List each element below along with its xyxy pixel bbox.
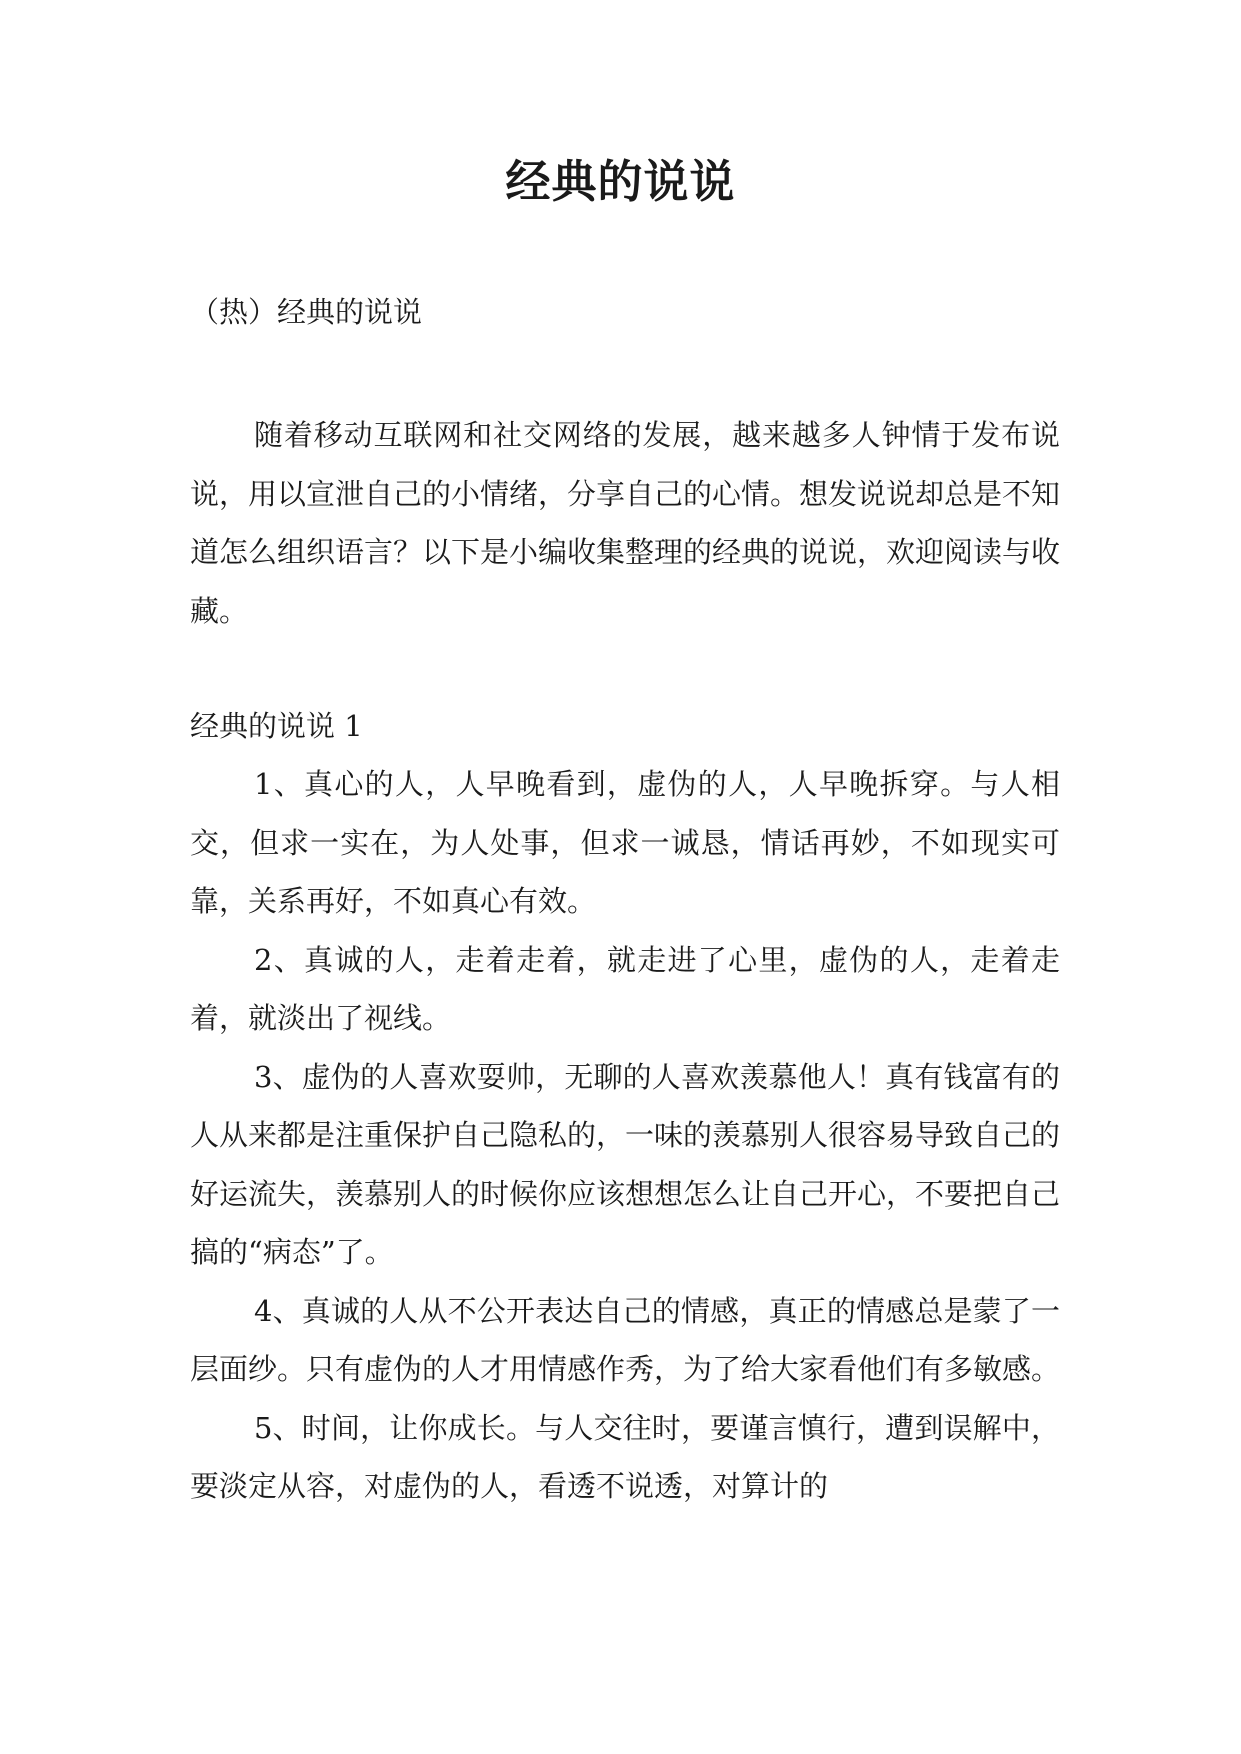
- intro-block: [190, 406, 1060, 640]
- list-item: 4、真诚的人从不公开表达自己的情感，真正的情感总是蒙了一层面纱。只有虚伪的人才用情感作秀，为了给大家看他们有多敏感。: [190, 1293, 1061, 1386]
- list-item: 1、真心的人，人早晚看到，虚伪的人，人早晚拆穿。与人相交，但求一实在，为人处事，但求一诚恳，情话再妙，不如现实可靠，关系再好，不如真心有效。: [190, 767, 1060, 918]
- list-item: 3、虚伪的人喜欢耍帅，无聊的人喜欢羡慕他人！真有钱富有的人从来都是注重保护自己隐私的，一味的羡慕别人很容易导致自己的好运流失，羡慕别人的时候你应该想想怎么让自己开心，不要把自己搞的“病态”了。: [190, 1059, 1061, 1269]
- quote-list: [190, 755, 1060, 1516]
- section-heading: 经典的说说 1: [190, 709, 363, 743]
- list-item: 2、真诚的人，走着走着，就走进了心里，虚伪的人，走着走着，就淡出了视线。: [190, 942, 1060, 1035]
- page-title: 经典的说说: [505, 155, 736, 208]
- document-subtitle: （热）经典的说说: [190, 295, 423, 329]
- intro-paragraph: 随着移动互联网和社交网络的发展，越来越多人钟情于发布说说，用以宣泄自己的小情绪，分享自己的心情。想发说说却总是不知道怎么组织语言？以下是小编收集整理的经典的说说，欢迎阅读与收藏。: [190, 418, 1061, 628]
- list-item: 5、时间，让你成长。与人交往时，要谨言慎行，遭到误解中，要淡定从容，对虚伪的人，看透不说透，对算计的: [190, 1410, 1060, 1503]
